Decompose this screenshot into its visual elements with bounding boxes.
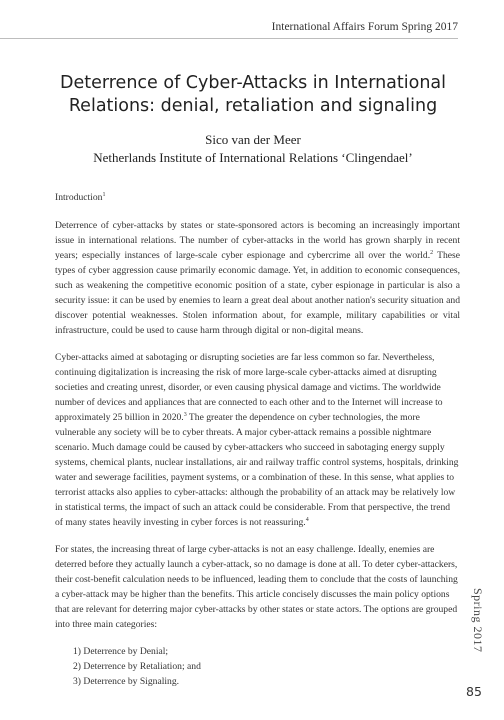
article-title bbox=[40, 72, 466, 118]
paragraph-text: These types of cyber aggression cause primarily economic damage. Yet, in addition to economic consequences, such as weakening the competitive economic position of a state, cyber espionage in particular is also a security issue: it can be used by enemies to learn a great deal about another nation's security situation and discover potential weaknesses. Stolen information about, for example, military capabilities or vital infrastructure, could be used to cause harm through digital or non-digital means. bbox=[55, 250, 460, 336]
title-line-2: Relations: denial, retaliation and signaling bbox=[68, 96, 438, 116]
paragraph-text: Deterrence of cyber-attacks by states or state-sponsored actors is becoming an increasingly important issue in international relations. The number of cyber-attacks in the world has grown sharply in recent years; especially instances of large-scale cyber espionage and cybercrime all over the world. bbox=[55, 220, 460, 261]
paragraph-2 bbox=[55, 350, 460, 530]
paragraph-1 bbox=[55, 218, 460, 338]
paragraph-3 bbox=[55, 542, 460, 632]
intro-heading: Introduction bbox=[55, 192, 103, 203]
header-rule bbox=[0, 38, 458, 39]
footnote-marker: 2 bbox=[430, 249, 434, 256]
author-name: Sico van der Meer bbox=[205, 132, 301, 147]
side-issue-label: Spring 2017 bbox=[471, 588, 485, 653]
running-header: International Affairs Forum Spring 2017 bbox=[271, 21, 458, 33]
list-item: 3) Deterrence by Signaling. bbox=[73, 676, 180, 687]
paragraph-text: For states, the increasing threat of large cyber-attacks is not an easy challenge. Ideally, enemies are deterred before they actually launch a cyber-attack, so no damage is done at all. To deter cyber-attackers, their cost-benefit calculation needs to be influenced, leading them to conclude that the costs of launching a cyber-attack may be higher than the benefits. This article concisely discusses the main policy options that are relevant for deterring major cyber-attacks by other states or state actors. The options are grouped into three main categories: bbox=[55, 544, 458, 630]
paragraph-text: Cyber-attacks aimed at sabotaging or disrupting societies are far less common so far. Nevertheless, continuing digitalization is increasing the risk of more large-scale cyber-attacks aimed at disrupting societies and creating unrest, disorder, or even causing physical damage and victims. The worldwide number of devices and appliances that are connected to each other and to the Internet will increase to approximately 25 billion in 2020. bbox=[55, 352, 443, 423]
section-heading bbox=[55, 190, 460, 205]
list-item: 1) Deterrence by Denial; bbox=[73, 646, 169, 657]
footnote-marker: 4 bbox=[305, 516, 309, 523]
page-number: 85 bbox=[466, 684, 482, 699]
title-line-1: Deterrence of Cyber-Attacks in International bbox=[59, 73, 447, 93]
categories-list bbox=[73, 644, 460, 689]
author-institution: Netherlands Institute of International Relations ‘Clingendael’ bbox=[93, 150, 413, 165]
list-item: 2) Deterrence by Retaliation; and bbox=[73, 661, 201, 672]
footnote-marker: 1 bbox=[102, 191, 106, 198]
article-body bbox=[55, 190, 460, 689]
footnote-marker: 3 bbox=[183, 411, 187, 418]
paragraph-text: The greater the dependence on cyber technologies, the more vulnerable any society will be to cyber threats. A major cyber-attack remains a possible nightmare scenario. Much damage could be caused by cyber-attackers who succeed in sabotaging energy supply systems, chemical plants, nuclear installations, air and railway traffic control systems, hospitals, drinking water and sewerage facilities, payment systems, or a combination of these. In this sense, what applies to terrorist attacks also applies to cyber-attacks: although the probability of an attack may be relatively low in statistical terms, the impact of such an attack could be considerable. From that perspective, the trend of many states heavily investing in cyber forces is not reassuring. bbox=[55, 412, 459, 528]
